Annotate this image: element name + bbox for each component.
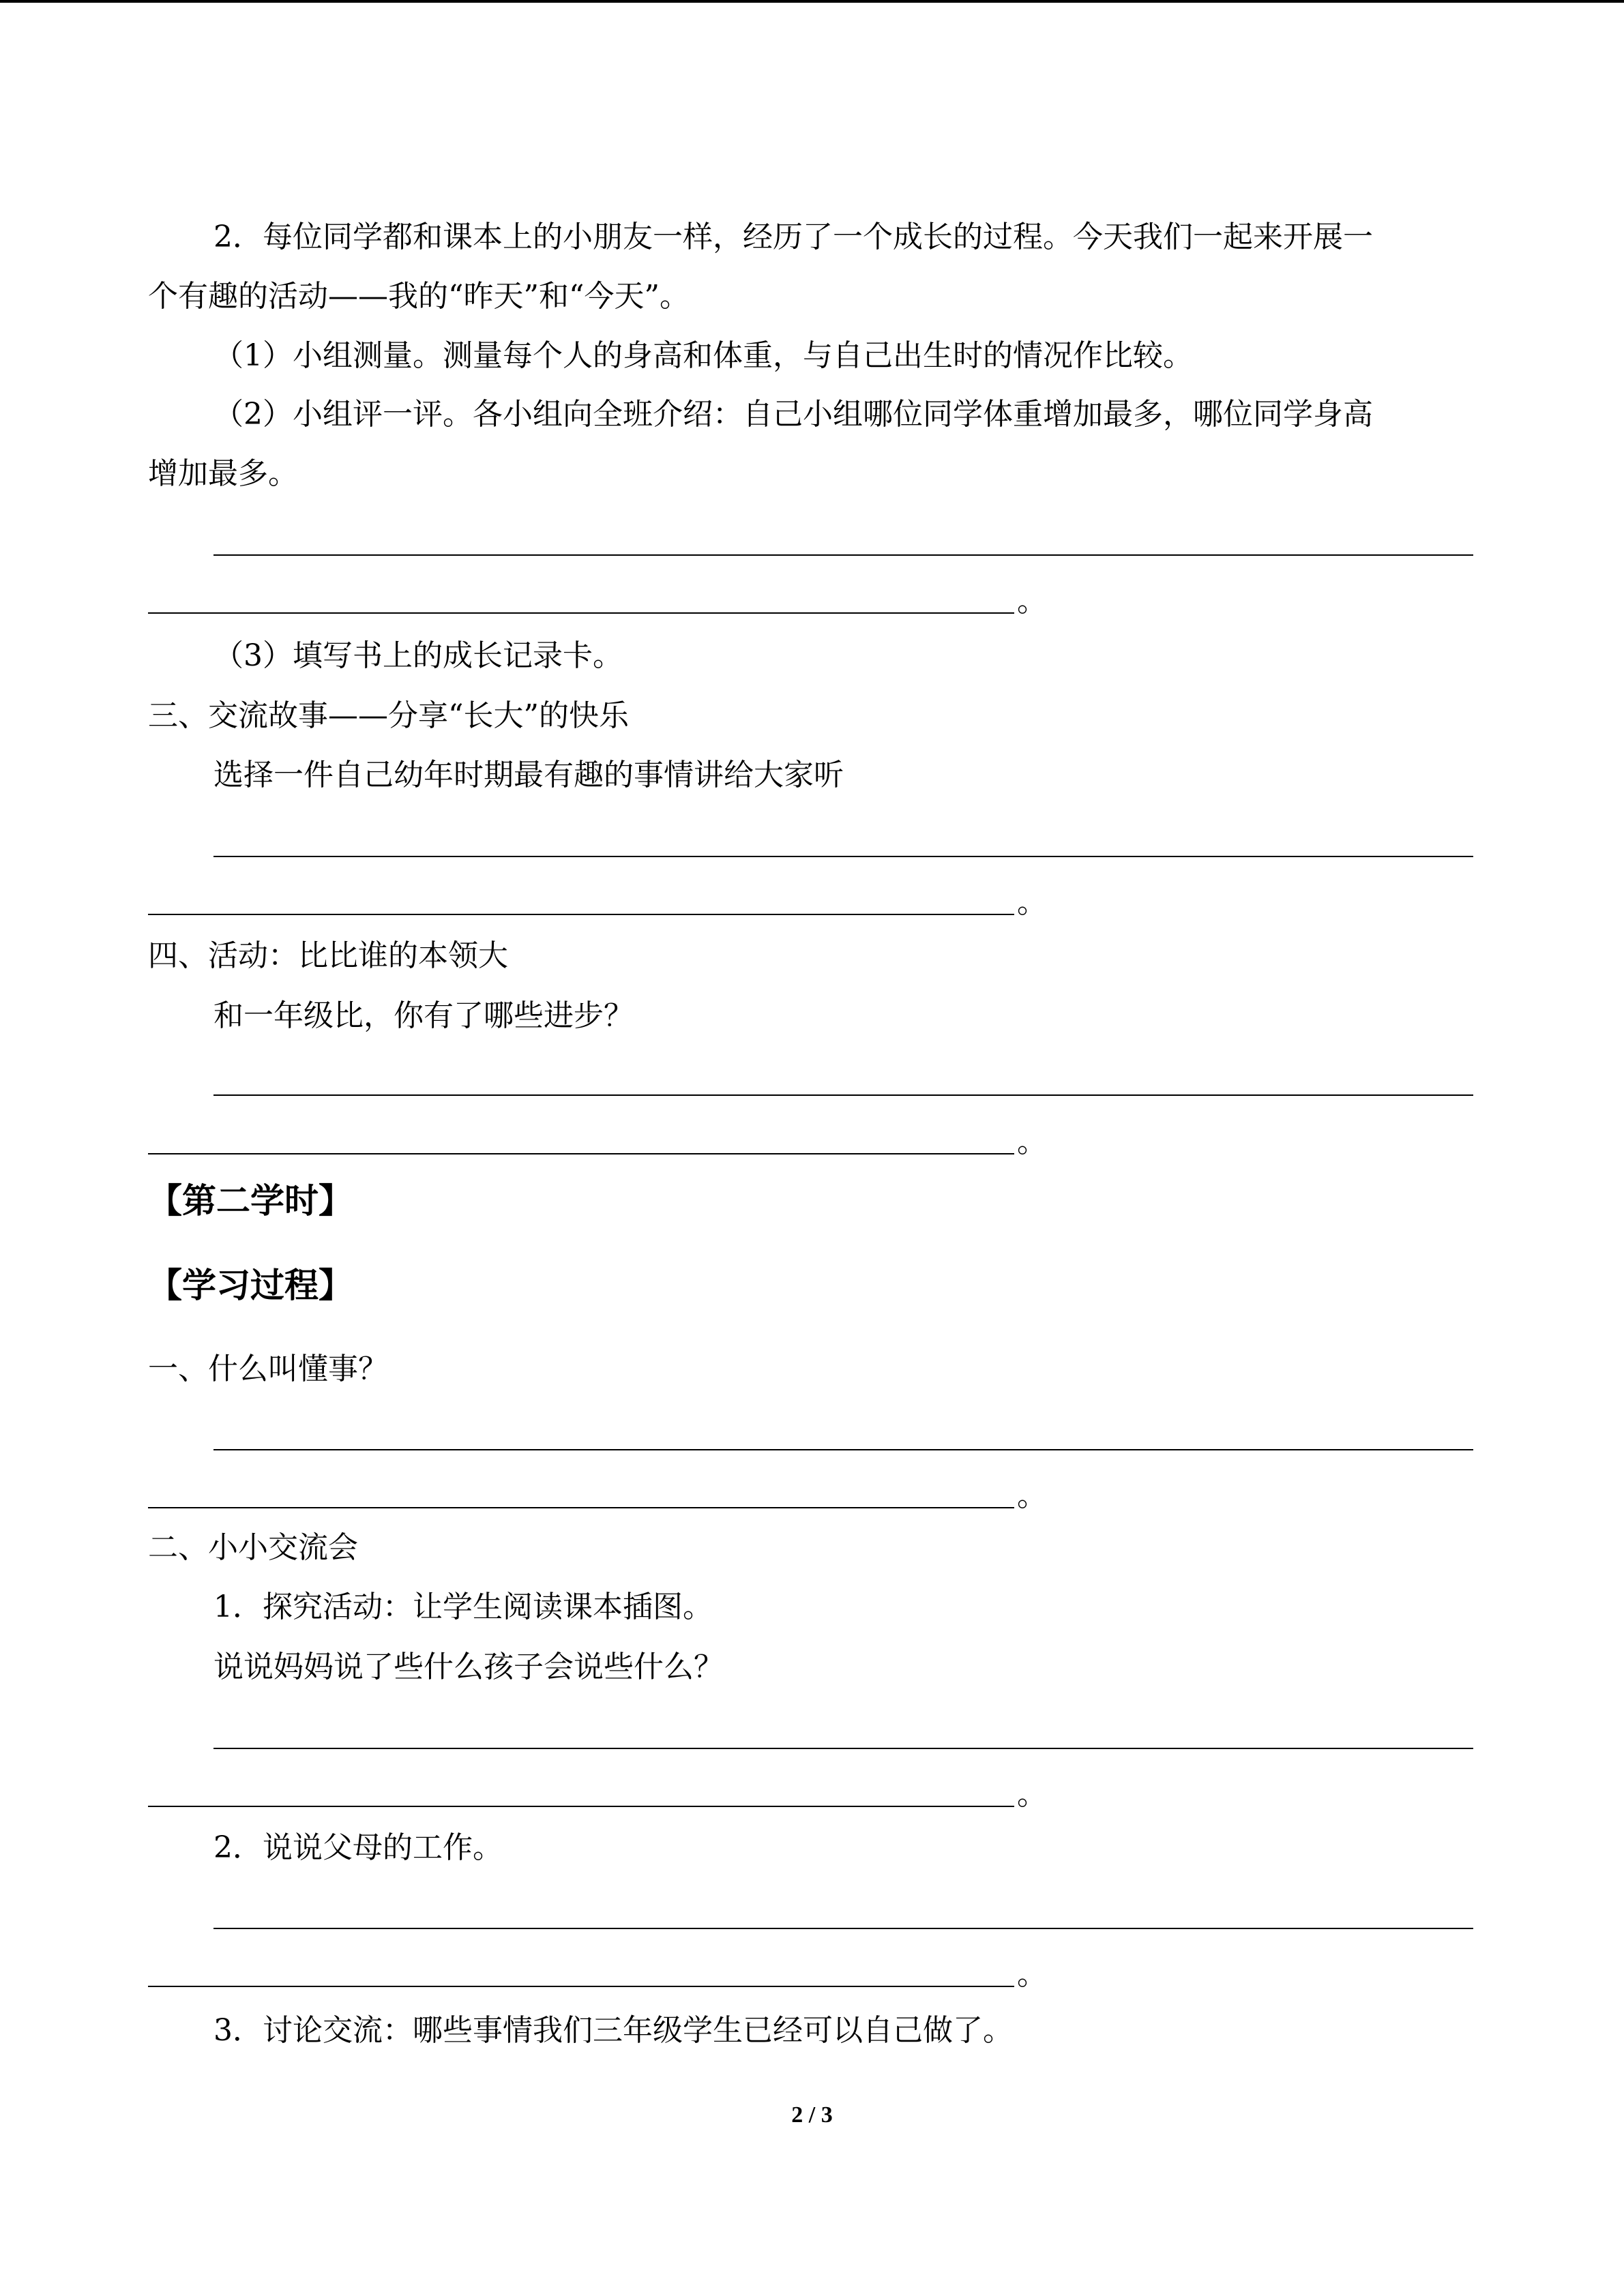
answer-line[interactable] bbox=[213, 1449, 1473, 1450]
answer-line[interactable] bbox=[213, 554, 1473, 556]
answer-line[interactable] bbox=[213, 1748, 1473, 1749]
answer-end-mark: 。 bbox=[1017, 1777, 1047, 1812]
item2-line1: 2．每位同学都和课本上的小朋友一样，经历了一个成长的过程。今天我们一起来开展一 bbox=[213, 220, 1373, 254]
question-one: 一、什么叫懂事？ bbox=[148, 1352, 388, 1386]
answer-end-mark: 。 bbox=[1017, 1478, 1047, 1513]
answer-end-mark: 。 bbox=[1017, 1957, 1047, 1992]
question-two-title: 二、小小交流会 bbox=[148, 1530, 358, 1565]
sub1-text: （1）小组测量。测量每个人的身高和体重，与自己出生时的情况作比较。 bbox=[213, 338, 1193, 373]
q2-item1-prompt: 说说妈妈说了些什么孩子会说些什么？ bbox=[213, 1650, 724, 1684]
answer-end-mark: 。 bbox=[1017, 1124, 1047, 1159]
q2-item1: 1．探究活动：让学生阅读课本插图。 bbox=[213, 1590, 713, 1624]
answer-end-mark: 。 bbox=[1017, 584, 1047, 618]
answer-line[interactable] bbox=[213, 1928, 1473, 1929]
q2-item3: 3．讨论交流：哪些事情我们三年级学生已经可以自己做了。 bbox=[213, 2013, 1013, 2048]
q2-item2: 2．说说父母的工作。 bbox=[213, 1830, 503, 1865]
answer-line[interactable] bbox=[148, 1986, 1014, 1987]
answer-end-mark: 。 bbox=[1017, 885, 1047, 920]
section-three-title: 三、交流故事——分享“长大”的快乐 bbox=[148, 698, 629, 733]
page-top-border bbox=[0, 0, 1624, 3]
lesson-two-heading: 【第二学时】 bbox=[148, 1180, 353, 1221]
sub3-text: （3）填写书上的成长记录卡。 bbox=[213, 638, 623, 673]
sub2-line1: （2）小组评一评。各小组向全班介绍：自己小组哪位同学体重增加最多，哪位同学身高 bbox=[213, 397, 1373, 432]
answer-line[interactable] bbox=[213, 856, 1473, 857]
answer-line[interactable] bbox=[148, 914, 1014, 915]
answer-line[interactable] bbox=[213, 1094, 1473, 1096]
section-four-prompt: 和一年级比，你有了哪些进步？ bbox=[213, 998, 634, 1033]
section-three-prompt: 选择一件自己幼年时期最有趣的事情讲给大家听 bbox=[213, 758, 844, 792]
page-number: 2 / 3 bbox=[791, 2102, 833, 2128]
answer-line[interactable] bbox=[148, 1507, 1014, 1508]
learning-process-heading: 【学习过程】 bbox=[148, 1265, 353, 1305]
answer-line[interactable] bbox=[148, 1153, 1014, 1154]
item2-line2: 个有趣的活动——我的“昨天”和“今天”。 bbox=[148, 279, 690, 314]
sub2-line2: 增加最多。 bbox=[148, 456, 298, 491]
answer-line[interactable] bbox=[148, 612, 1014, 614]
section-four-title: 四、活动：比比谁的本领大 bbox=[148, 938, 508, 973]
answer-line[interactable] bbox=[148, 1806, 1014, 1807]
